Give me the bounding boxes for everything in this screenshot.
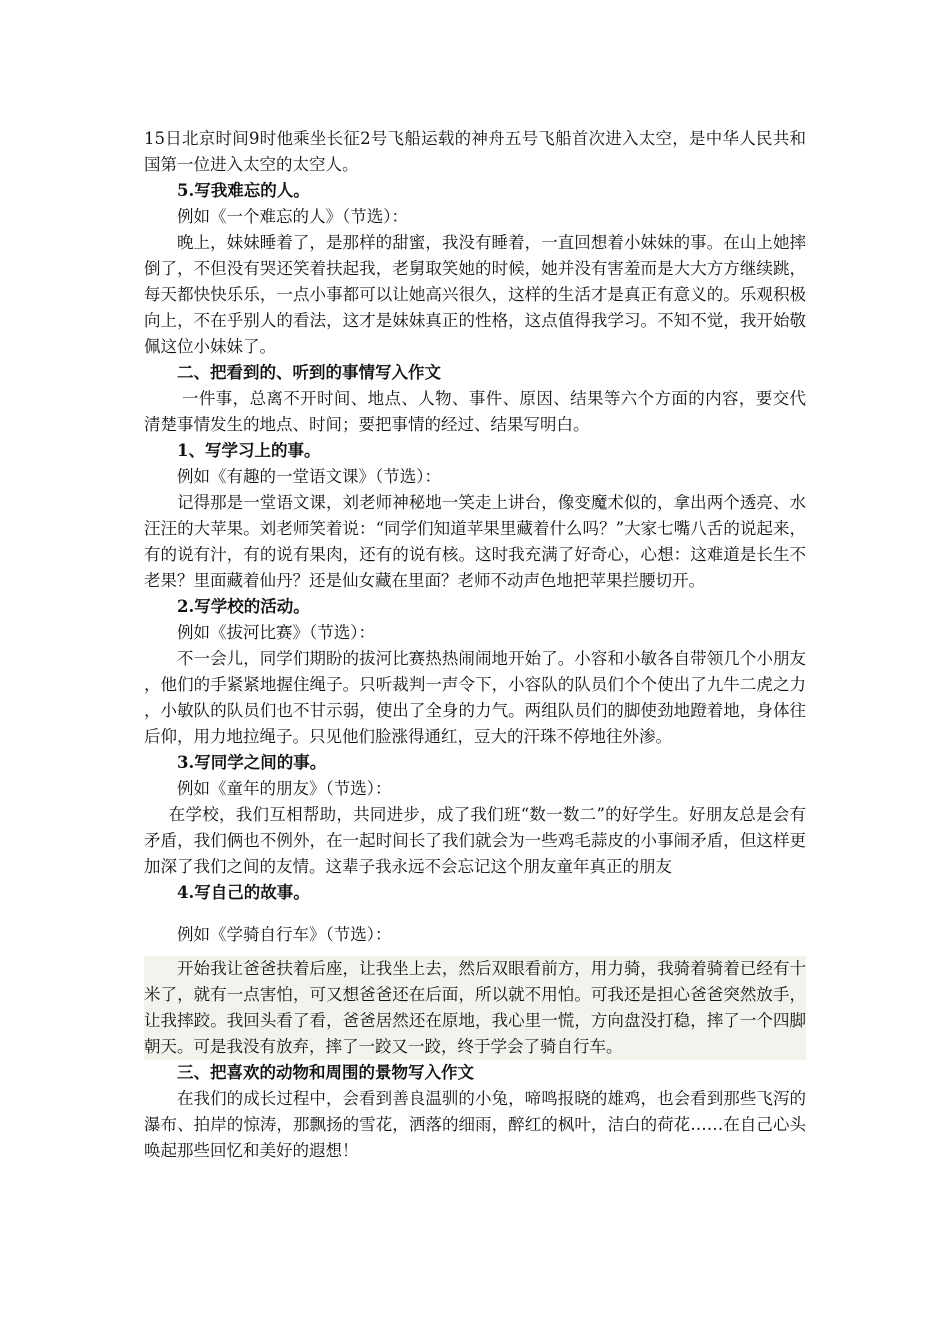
heading-study: 1、写学习上的事。	[177, 441, 321, 460]
section-heading-events: 二、把看到的、听到的事情写入作文	[177, 363, 441, 382]
paragraph-memorable-person: 晚上，妹妹睡着了，是那样的甜蜜，我没有睡着，一直回想着小妹妹的事。在山上她摔倒了，不但没有哭还笑着扶起我，老舅取笑她的时候，她并没有害羞而是大大方方继续跳，每天都快快乐乐，一点小事都可以让她高兴很久，这样的生活才是真正有意义的。乐观积极向上，不在乎别人的看法，这才是妹妹真正的性格，这点值得我学习。不知不觉，我开始敬佩这位小妹妹了。	[144, 233, 806, 356]
example-title-own-story: 例如《学骑自行车》（节选）：	[177, 925, 392, 944]
heading-memorable-person: 5.写我难忘的人。	[177, 181, 310, 200]
heading-own-story: 4.写自己的故事。	[177, 883, 310, 902]
example-title-study: 例如《有趣的一堂语文课》（节选）：	[177, 467, 441, 486]
paragraph-school-activity: 不一会儿，同学们期盼的拔河比赛热热闹闹地开始了。小容和小敏各自带领几个小朋友，他们的手紧紧地握住绳子。只听裁判一声令下，小容队的队员们个个使出了九牛二虎之力，小敏队的队员们也不甘示弱，使出了全身的力气。两组队员们的脚使劲地蹬着地，身体往后仰，用力地拉绳子。只见他们脸涨得通红，豆大的汗珠不停地往外渗。	[144, 649, 806, 746]
paragraph-own-story: 开始我让爸爸扶着后座，让我坐上去，然后双眼看前方，用力骑，我骑着骑着已经有十米了，就有一点害怕，可又想爸爸还在后面，所以就不用怕。可我还是担心爸爸突然放手，让我摔跤。我回头看了看，爸爸居然还在原地，我心里一慌，方向盘没打稳，摔了一个四脚朝天。可是我没有放弃，摔了一跤又一跤，终于学会了骑自行车。	[144, 956, 806, 1060]
heading-school-activity: 2.写学校的活动。	[177, 597, 310, 616]
section-heading-animals-scenery: 三、把喜欢的动物和周围的景物写入作文	[177, 1063, 474, 1082]
paragraph-shenzhou: 15日北京时间9时他乘坐长征2号飞船运载的神舟五号飞船首次进入太空，是中华人民共和国第一位进入太空的太空人。	[144, 129, 806, 174]
spacer	[144, 906, 806, 922]
example-title-memorable-person: 例如《一个难忘的人》（节选）：	[177, 207, 408, 226]
heading-classmates: 3.写同学之间的事。	[177, 753, 327, 772]
paragraph-study: 记得那是一堂语文课，刘老师神秘地一笑走上讲台，像变魔术似的，拿出两个透亮、水汪汪的大苹果。刘老师笑着说：“同学们知道苹果里藏着什么吗？”大家七嘴八舌的说起来，有的说有汁，有的说有果肉，还有的说有核。这时我充满了好奇心，心想：这难道是长生不老果？里面藏着仙丹？还是仙女藏在里面？老师不动声色地把苹果拦腰切开。	[144, 493, 806, 590]
paragraph-events-intro: 一件事，总离不开时间、地点、人物、事件、原因、结果等六个方面的内容，要交代清楚事情发生的地点、时间；要把事情的经过、结果写明白。	[144, 389, 806, 434]
document-page	[144, 126, 806, 1164]
example-title-school-activity: 例如《拔河比赛》（节选）：	[177, 623, 375, 642]
example-title-classmates: 例如《童年的朋友》（节选）：	[177, 779, 392, 798]
paragraph-classmates: 在学校，我们互相帮助，共同进步，成了我们班“数一数二”的好学生。好朋友总是会有矛盾，我们俩也不例外，在一起时间长了我们就会为一些鸡毛蒜皮的小事闹矛盾，但这样更加深了我们之间的友情。这辈子我永远不会忘记这个朋友童年真正的朋友	[144, 805, 806, 876]
paragraph-animals-scenery: 在我们的成长过程中，会看到善良温驯的小兔，啼鸣报晓的雄鸡，也会看到那些飞泻的瀑布、拍岸的惊涛，那飘扬的雪花，洒落的细雨，醉红的枫叶，洁白的荷花……在自己心头唤起那些回忆和美好的遐想！	[144, 1089, 806, 1160]
